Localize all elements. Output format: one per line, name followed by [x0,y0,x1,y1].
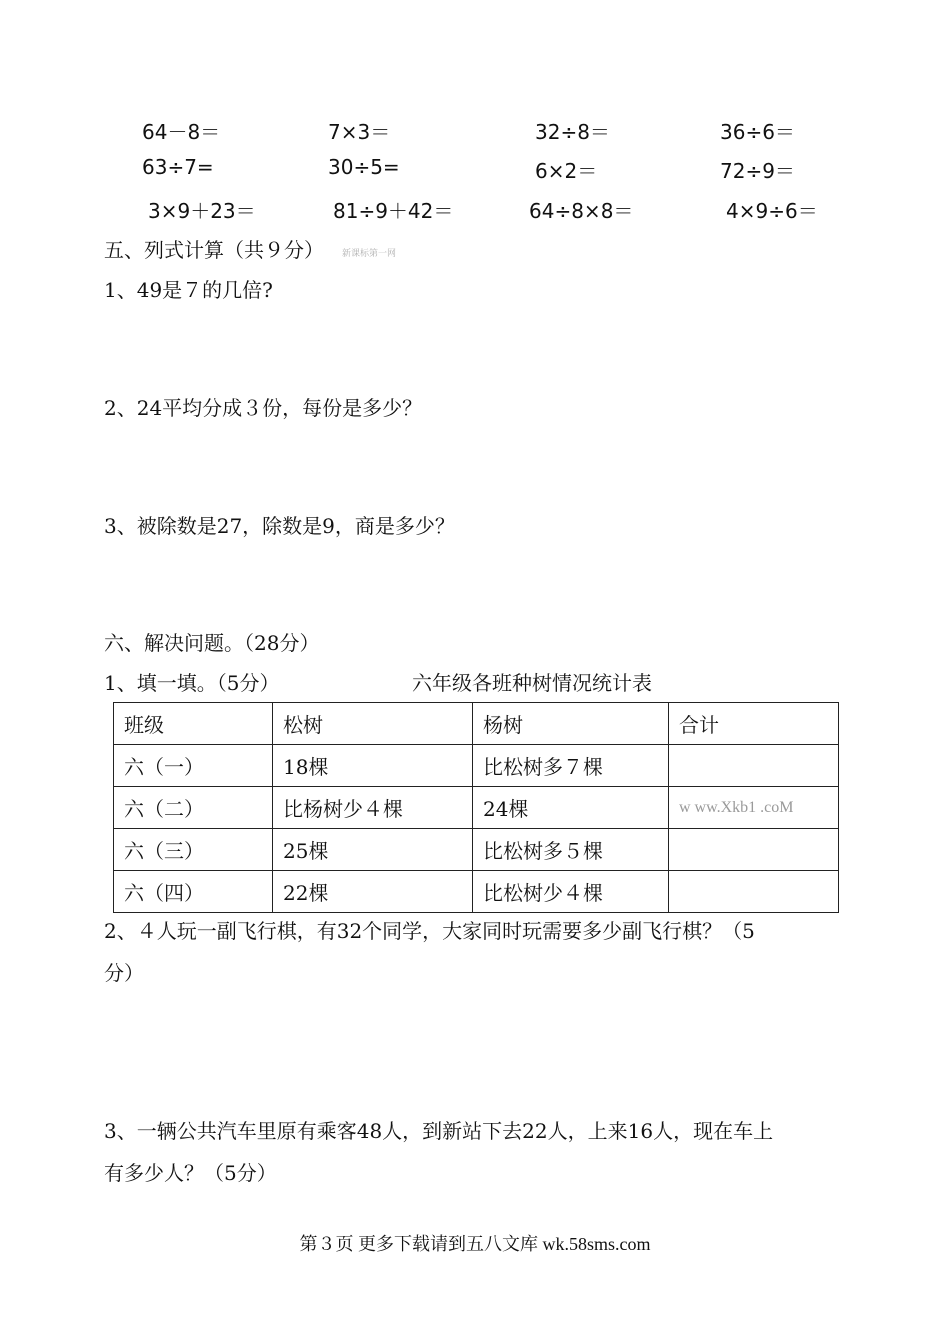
equation: 7×3＝ [328,120,391,144]
equation: 72÷9＝ [720,159,795,183]
table-row [114,871,839,913]
table-cell: 比松树少４棵 [473,871,669,913]
table-cell: 比杨树少４棵 [273,787,473,829]
equation: 64÷8×8＝ [529,199,634,223]
equation: 30÷5= [328,155,400,179]
table-cell: 比松树多５棵 [473,829,669,871]
question: 3、被除数是27，除数是9，商是多少？ [104,514,455,538]
equation: 64－8＝ [142,120,221,144]
question: 3、一辆公共汽车里原有乘客48人，到新站下去22人，上来16人，现在车上 [104,1119,774,1143]
equation: 32÷8＝ [535,120,610,144]
table-cell: 25棵 [273,829,473,871]
equation: 81÷9＋42＝ [333,199,454,223]
table-cell: 六（一） [114,745,273,787]
question: 1、49是７的几倍? [104,278,273,302]
table-title: 六年级各班种树情况统计表 [412,671,652,695]
table-row [114,745,839,787]
table-cell: 比松树多７棵 [473,745,669,787]
total-cell[interactable] [669,871,839,913]
header-cell: 杨树 [473,703,669,745]
equation: 3×9＋23＝ [148,199,256,223]
question: 1、填一填。（5分） [104,671,280,695]
question-continuation: 分） [104,961,144,985]
equation: 6×2＝ [535,159,598,183]
tree-planting-table [113,702,839,913]
table-cell: 六（四） [114,871,273,913]
table-cell: 六（二） [114,787,273,829]
total-cell[interactable] [669,745,839,787]
header-cell: 合计 [669,703,839,745]
section-title: 五、列式计算（共９分） [104,238,324,262]
table-cell: 22棵 [273,871,473,913]
section-title: 六、解决问题。（28分） [104,631,320,655]
watermark-text: 新课标第一网 [342,249,397,259]
table-cell: 六（三） [114,829,273,871]
question-continuation: 有多少人？（5分） [104,1161,277,1185]
table-row [114,787,839,829]
header-cell: 松树 [273,703,473,745]
equation: 36÷6＝ [720,120,795,144]
table-row [114,829,839,871]
table-cell: 24棵 [473,787,669,829]
equation: 63÷7= [142,155,214,179]
header-cell: 班级 [114,703,273,745]
page-footer: 第３页 更多下载请到五八文库 wk.58sms.com [299,1234,651,1254]
table-header-row [114,703,839,745]
total-cell[interactable]: w ww.Xkb1 .coM [669,787,839,829]
question: 2、24平均分成３份，每份是多少？ [104,396,423,420]
table-cell: 18棵 [273,745,473,787]
total-cell[interactable] [669,829,839,871]
equation: 4×9÷6＝ [726,199,818,223]
question: 2、４人玩一副飞行棋，有32个同学，大家同时玩需要多少副飞行棋？（5 [104,919,755,943]
